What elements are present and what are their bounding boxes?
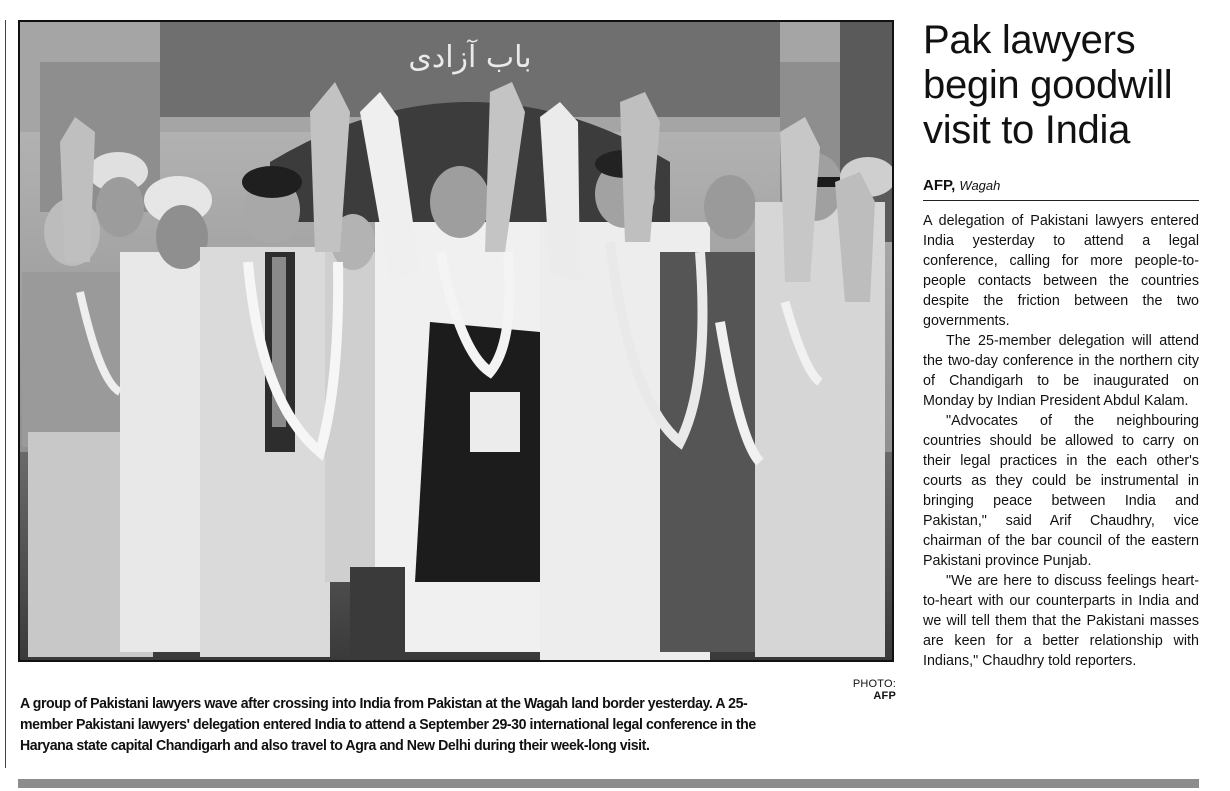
page-bottom-rule	[18, 779, 1199, 788]
photo-credit-label: PHOTO:	[852, 678, 896, 690]
byline-place: Wagah	[959, 178, 1001, 193]
article-paragraph: The 25-member delegation will attend the two-day conference in the northern city of Chandigarh to be inaugurated on Monday by Indian President Abdul Kalam.	[923, 333, 1199, 409]
byline	[923, 177, 1199, 201]
article-body	[923, 211, 1199, 671]
gate-sign-text: باب آزادی	[408, 40, 532, 75]
article	[923, 18, 1199, 671]
caption-line: A group of Pakistani lawyers wave after crossing into India from Pakistan at the Wagah land border yesterday. A 25-	[20, 695, 748, 712]
photo-caption	[20, 693, 900, 756]
headline	[923, 18, 1199, 153]
headline-line: begin goodwill	[923, 63, 1173, 107]
article-paragraph: A delegation of Pakistani lawyers entered India yesterday to attend a legal conference, calling for more people-to-people contacts between the countries despite the friction between the two governments.	[923, 213, 1199, 329]
headline-line: Pak lawyers	[923, 18, 1136, 62]
caption-line: member Pakistani lawyers' delegation entered India to attend a September 29-30 international legal conference in the	[20, 716, 756, 733]
article-paragraph: "Advocates of the neighbouring countries should be allowed to carry on their legal practices in the each other's courts as they could be instrumental in bringing peace between India and Pakistan," said Arif Chaudhry, vice chairman of the bar council of the eastern Pakistani province Punjab.	[923, 413, 1199, 569]
byline-agency: AFP,	[923, 177, 956, 194]
photo-credit-agency: AFP	[873, 690, 896, 702]
headline-line: visit to India	[923, 108, 1131, 152]
caption-line: Haryana state capital Chandigarh and also travel to Agra and New Delhi during their week-long visit.	[20, 737, 650, 754]
news-photo	[18, 20, 894, 662]
column-rule	[5, 20, 6, 768]
article-paragraph: "We are here to discuss feelings heart-to-heart with our counterparts in India and we will tell them that the Pakistani masses are keen for a better relationship with Indians," Chaudhry told reporters.	[923, 573, 1199, 669]
